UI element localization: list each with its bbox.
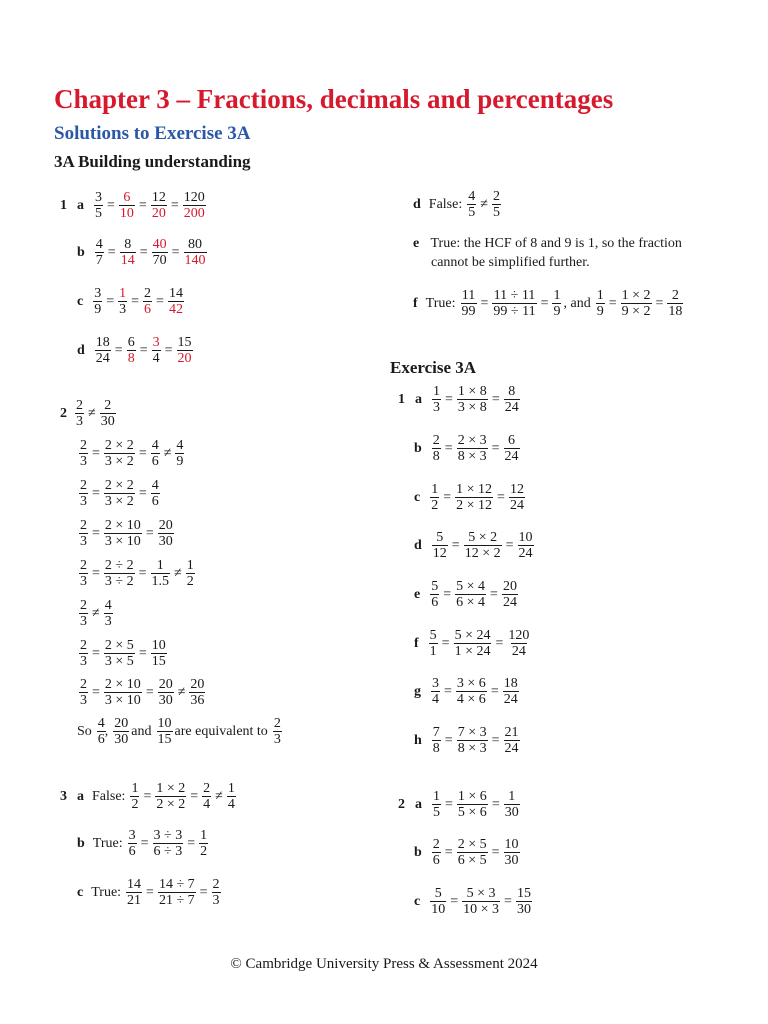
math-operator: =	[540, 295, 549, 311]
math-operator: =	[451, 537, 460, 553]
fraction: $\frac{10}{15}$	[151, 638, 166, 670]
math-operator: =	[92, 565, 100, 581]
ex-q1-h	[414, 725, 522, 757]
math-operator: =	[490, 683, 499, 699]
math-operator: =	[146, 884, 154, 900]
fraction: $\frac{4}{6}$	[151, 438, 159, 470]
math-operator: =	[444, 844, 453, 860]
bu-q3-b	[77, 828, 210, 860]
fraction: $\frac{6}{24}$	[504, 433, 519, 465]
inline-text: , and	[563, 295, 591, 311]
question-number: 2	[60, 405, 67, 421]
math-operator: =	[145, 525, 154, 541]
fraction: $\frac{1}{9}$	[553, 288, 561, 320]
math-operator: =	[608, 295, 617, 311]
fraction: $\frac{10}{30}$	[504, 837, 519, 869]
math-operator: ≠	[215, 788, 223, 804]
math-operator: =	[190, 788, 199, 804]
fraction: $\frac{1}{5}$	[433, 789, 440, 821]
solutions-subtitle: Solutions to Exercise 3A	[54, 123, 251, 144]
ex-q2-a	[398, 789, 522, 821]
part-label: b	[77, 835, 85, 851]
fraction: $\frac{2 \times 10}{3 \times 10}$	[104, 518, 141, 550]
math-operator: =	[114, 342, 123, 358]
fraction: $\frac{21}{24}$	[504, 725, 519, 757]
fraction: $\frac{2}{30}$	[100, 398, 115, 430]
fraction: $\frac{2}{3}$	[212, 877, 220, 909]
fraction: $\frac{2 \times 10}{3 \times 10}$	[104, 677, 141, 709]
answer-fraction: $\frac{2}{6}$	[144, 286, 152, 318]
math-operator: =	[491, 732, 500, 748]
fraction: $\frac{2}{3}$	[80, 438, 87, 470]
fraction: $\frac{4}{6}$	[97, 716, 105, 748]
math-operator: =	[140, 835, 149, 851]
ex-q2-c	[414, 886, 534, 918]
math-operator: =	[445, 391, 453, 407]
fraction: $\frac{4}{5}$	[468, 189, 476, 221]
bu-q1-a	[60, 190, 208, 222]
fraction: $\frac{1 \times 12}{2 \times 12}$	[456, 482, 493, 514]
math-operator: =	[138, 645, 147, 661]
fraction: $\frac{10}{24}$	[518, 530, 533, 562]
fraction: $\frac{3}{5}$	[95, 190, 102, 222]
math-operator: =	[444, 732, 453, 748]
bu-q2-line2	[77, 438, 186, 470]
answer-fraction: $\frac{12}{20}$	[151, 190, 166, 222]
fraction: $\frac{2 \times 2}{3 \times 2}$	[104, 478, 134, 510]
part-label: c	[414, 893, 421, 909]
math-operator: =	[445, 796, 453, 812]
math-operator: =	[655, 295, 664, 311]
math-operator: =	[138, 565, 147, 581]
math-operator: =	[107, 244, 116, 260]
fraction: $\frac{4}{3}$	[104, 598, 112, 630]
math-operator: =	[143, 788, 152, 804]
fraction: $\frac{7 \times 3}{8 \times 3}$	[457, 725, 487, 757]
fraction: $\frac{1}{1.5}$	[151, 558, 169, 590]
fraction: $\frac{2}{4}$	[203, 781, 211, 813]
bu-q1-e-right: e True: the HCF of 8 and 9 is 1, so the fraction cannot be simplified further.	[413, 236, 682, 270]
ex-q2-b	[414, 837, 522, 869]
math-operator: =	[491, 440, 500, 456]
fraction: $\frac{20}{24}$	[502, 579, 517, 611]
math-operator: =	[171, 244, 180, 260]
fraction: $\frac{1 \times 2}{2 \times 2}$	[156, 781, 186, 813]
fraction: $\frac{4}{6}$	[151, 478, 159, 510]
fraction: $\frac{2}{3}$	[80, 558, 87, 590]
math-operator: =	[92, 525, 100, 541]
answer-fraction: $\frac{1}{3}$	[119, 286, 127, 318]
part-label: a	[415, 391, 422, 407]
fraction: $\frac{20}{36}$	[190, 677, 205, 709]
fraction: $\frac{2 \times 5}{3 \times 5}$	[104, 638, 134, 670]
inline-text: True:	[91, 884, 122, 900]
math-operator: =	[443, 489, 452, 505]
fraction: $\frac{8}{24}$	[504, 384, 519, 416]
ex-q1-b	[414, 433, 522, 465]
part-label: f	[414, 635, 419, 651]
fraction: $\frac{2}{3}$	[273, 716, 281, 748]
math-operator: =	[490, 586, 498, 602]
fraction: $\frac{3 \times 6}{4 \times 6}$	[456, 676, 486, 708]
fraction: $\frac{2 \times 2}{3 \times 2}$	[104, 438, 134, 470]
ex-q1-a	[398, 384, 522, 416]
fraction: $\frac{2}{8}$	[432, 433, 440, 465]
answer-fraction: $\frac{8}{14}$	[120, 237, 135, 269]
fraction: $\frac{3}{9}$	[94, 286, 102, 318]
chapter-title: Chapter 3 – Fractions, decimals and percentages	[54, 84, 614, 114]
math-operator: =	[107, 197, 115, 213]
part-label: b	[414, 844, 422, 860]
math-operator: =	[480, 295, 489, 311]
math-operator: ≠	[177, 684, 186, 700]
inline-text: True:	[92, 835, 123, 851]
part-label: c	[77, 884, 84, 900]
fraction: $\frac{3}{4}$	[432, 676, 439, 708]
inline-text: are equivalent to	[174, 723, 268, 739]
ex-q1-c	[414, 482, 527, 514]
fraction: $\frac{2}{3}$	[76, 398, 83, 430]
section-heading: 3A Building understanding	[54, 152, 251, 171]
bu-q1-b	[77, 237, 209, 269]
bu-q2-line7	[77, 638, 169, 670]
bu-q2-line6	[77, 598, 115, 630]
copyright-footer: © Cambridge University Press & Assessment 2024	[230, 956, 538, 972]
fraction: $\frac{1 \times 2}{9 \times 2}$	[621, 288, 651, 320]
fraction: $\frac{18}{24}$	[95, 335, 110, 367]
fraction: $\frac{5}{12}$	[432, 530, 447, 562]
math-operator: =	[139, 342, 148, 358]
math-operator: =	[504, 893, 512, 909]
math-operator: =	[138, 485, 147, 501]
math-operator: =	[443, 586, 452, 602]
fraction: $\frac{5}{6}$	[431, 579, 439, 611]
math-operator: =	[491, 844, 500, 860]
fraction: $\frac{20}{30}$	[114, 716, 129, 748]
math-operator: =	[444, 683, 452, 699]
part-label: a	[77, 788, 84, 804]
math-operator: =	[491, 391, 500, 407]
exercise-heading: Exercise 3A	[390, 358, 477, 377]
part-label: d	[413, 196, 421, 212]
inline-text: So	[77, 723, 92, 739]
math-operator: =	[139, 244, 148, 260]
bu-q2-line8	[77, 677, 207, 709]
math-operator: ≠	[174, 565, 182, 581]
fraction: $\frac{120}{24}$	[508, 628, 530, 660]
math-operator: =	[199, 884, 208, 900]
part-label: b	[77, 244, 85, 260]
fraction: $\frac{12}{24}$	[509, 482, 524, 514]
answer-fraction: $\frac{15}{20}$	[177, 335, 192, 367]
fraction: $\frac{14}{21}$	[127, 877, 142, 909]
question-number: 1	[398, 391, 405, 407]
math-operator: =	[164, 342, 173, 358]
fraction: $\frac{5}{10}$	[431, 886, 446, 918]
fraction: $\frac{15}{30}$	[516, 886, 531, 918]
fraction: $\frac{1}{4}$	[227, 781, 235, 813]
fraction: $\frac{1}{2}$	[200, 828, 208, 860]
part-label: c	[414, 489, 421, 505]
fraction: $\frac{20}{30}$	[158, 518, 173, 550]
math-operator: =	[187, 835, 196, 851]
fraction: $\frac{1}{2}$	[131, 781, 139, 813]
answer-fraction: $\frac{40}{70}$	[152, 237, 167, 269]
fraction: $\frac{2}{3}$	[80, 518, 87, 550]
inline-text: True:	[425, 295, 456, 311]
fraction: $\frac{3 \div 3}{6 \div 3}$	[153, 828, 183, 860]
fraction: $\frac{2 \times 3}{8 \times 3}$	[457, 433, 487, 465]
part-label: d	[77, 342, 85, 358]
math-operator: ≠	[480, 196, 488, 212]
fraction: $\frac{1}{30}$	[504, 789, 519, 821]
math-operator: =	[106, 293, 115, 309]
fraction: $\frac{5 \times 24}{1 \times 24}$	[454, 628, 491, 660]
fraction: $\frac{1}{2}$	[431, 482, 439, 514]
bu-q3-a	[60, 781, 238, 813]
fraction: $\frac{3}{6}$	[128, 828, 136, 860]
math-operator: =	[138, 445, 147, 461]
fraction: $\frac{1 \times 8}{3 \times 8}$	[457, 384, 487, 416]
fraction: $\frac{18}{24}$	[503, 676, 518, 708]
inline-text: False:	[428, 196, 463, 212]
fraction: $\frac{2 \div 2}{3 \div 2}$	[104, 558, 134, 590]
inline-text: ,	[104, 723, 109, 739]
math-operator: ≠	[88, 405, 96, 421]
fraction: $\frac{1}{9}$	[596, 288, 604, 320]
math-operator: =	[170, 197, 179, 213]
fraction: $\frac{1}{3}$	[433, 384, 440, 416]
math-operator: =	[92, 485, 100, 501]
bu-q2-line1	[60, 398, 118, 430]
bu-q2-line3	[77, 478, 162, 510]
fraction: $\frac{4}{7}$	[95, 237, 103, 269]
ex-q1-f	[414, 628, 532, 660]
fraction: $\frac{11 \div 11}{99 \div 11}$	[493, 288, 536, 320]
bu-q3-c	[77, 877, 223, 909]
math-operator: =	[92, 645, 100, 661]
math-operator: =	[497, 489, 505, 505]
fraction: $\frac{2}{5}$	[492, 189, 500, 221]
math-operator: =	[495, 635, 504, 651]
bu-q1-d	[77, 335, 195, 367]
answer-fraction: $\frac{3}{4}$	[152, 335, 160, 367]
part-label: f	[413, 295, 418, 311]
math-operator: ≠	[92, 605, 100, 621]
fraction: $\frac{5 \times 4}{6 \times 4}$	[456, 579, 486, 611]
answer-fraction: $\frac{6}{8}$	[127, 335, 135, 367]
fraction: $\frac{5 \times 3}{10 \times 3}$	[463, 886, 500, 918]
math-operator: =	[444, 440, 453, 456]
answer-fraction: $\frac{14}{42}$	[168, 286, 183, 318]
answer-fraction: $\frac{80}{140}$	[184, 237, 206, 269]
ex-q1-d	[414, 530, 536, 562]
fraction: $\frac{1 \times 6}{5 \times 6}$	[457, 789, 487, 821]
bu-q2-conclusion	[77, 716, 284, 748]
part-label: g	[414, 683, 421, 699]
fraction: $\frac{4}{9}$	[176, 438, 184, 470]
question-number: 2	[398, 796, 405, 812]
math-operator: =	[131, 293, 140, 309]
fraction: $\frac{14 \div 7}{21 \div 7}$	[158, 877, 195, 909]
fraction: $\frac{2}{3}$	[80, 677, 87, 709]
question-number: 1	[60, 197, 67, 213]
math-operator: =	[441, 635, 450, 651]
fraction: $\frac{5 \times 2}{12 \times 2}$	[464, 530, 501, 562]
fraction: $\frac{10}{15}$	[157, 716, 172, 748]
math-operator: =	[156, 293, 164, 309]
math-operator: =	[138, 197, 147, 213]
fraction: $\frac{2}{3}$	[80, 638, 87, 670]
fraction: $\frac{2}{3}$	[80, 478, 87, 510]
bu-q2-line4	[77, 518, 176, 550]
math-operator: =	[505, 537, 514, 553]
fraction: $\frac{20}{30}$	[158, 677, 173, 709]
inline-text: False:	[92, 788, 126, 804]
math-operator: ≠	[163, 445, 172, 461]
part-label: d	[414, 537, 422, 553]
fraction: $\frac{2}{6}$	[432, 837, 440, 869]
inline-text: and	[131, 723, 152, 739]
part-label: h	[414, 732, 422, 748]
math-operator: =	[145, 684, 154, 700]
part-label: c	[77, 293, 84, 309]
fraction: $\frac{2}{18}$	[668, 288, 683, 320]
fraction: $\frac{2}{3}$	[80, 598, 87, 630]
math-operator: =	[491, 796, 500, 812]
part-label: b	[414, 440, 422, 456]
fraction: $\frac{7}{8}$	[432, 725, 440, 757]
ex-q1-e	[414, 579, 520, 611]
part-label: a	[415, 796, 422, 812]
fraction: $\frac{1}{2}$	[186, 558, 194, 590]
question-number: 3	[60, 788, 67, 804]
math-operator: =	[92, 445, 100, 461]
answer-fraction: $\frac{120}{200}$	[183, 190, 205, 222]
fraction: $\frac{2 \times 5}{6 \times 5}$	[457, 837, 487, 869]
answer-fraction: $\frac{6}{10}$	[119, 190, 134, 222]
fraction: $\frac{5}{1}$	[429, 628, 437, 660]
bu-q2-line5	[77, 558, 197, 590]
math-operator: =	[450, 893, 459, 909]
fraction: $\frac{11}{99}$	[461, 288, 476, 320]
part-label: e	[413, 236, 420, 251]
part-label: a	[77, 197, 84, 213]
bu-q1-d-right	[413, 189, 503, 221]
part-label: e	[414, 586, 421, 602]
bu-q1-c	[77, 286, 186, 318]
ex-q1-g	[414, 676, 521, 708]
math-operator: =	[92, 684, 100, 700]
bu-q1-f-right	[413, 288, 685, 320]
